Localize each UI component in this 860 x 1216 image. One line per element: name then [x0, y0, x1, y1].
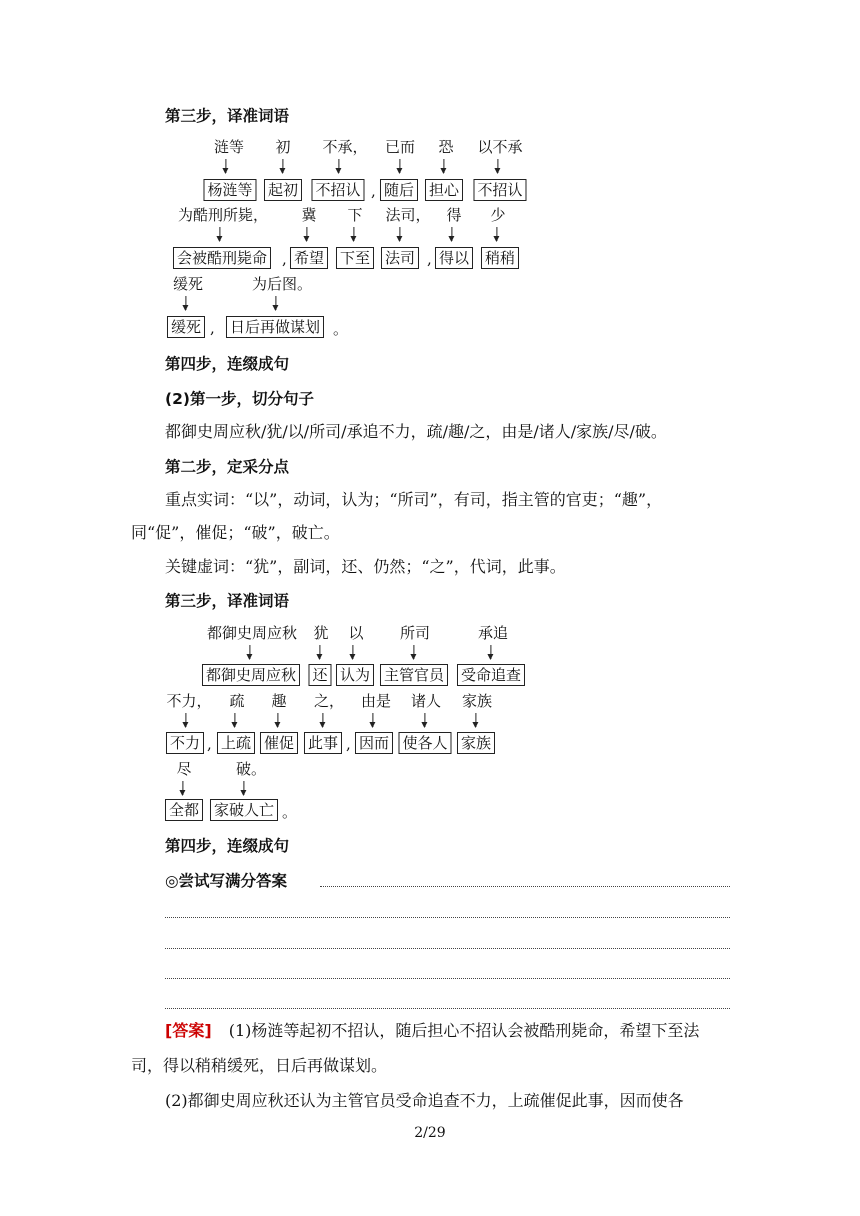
source-word: 所司 [399, 624, 431, 642]
source-word: 破。 [235, 760, 267, 778]
down-arrow-icon [399, 227, 400, 241]
translation-box: 主管官员 [380, 664, 448, 686]
comma: , [346, 735, 351, 753]
source-word: 为酷刑所毙， [177, 206, 269, 224]
translation-box: 会被酷刑毙命 [173, 247, 271, 269]
key-words-line: 同“促”，催促；“破”，破亡。 [131, 523, 340, 542]
translation-box: 认为 [336, 664, 374, 686]
down-arrow-icon [338, 159, 339, 173]
source-word: 不承， [322, 138, 368, 156]
down-arrow-icon [413, 645, 414, 659]
down-arrow-icon [424, 713, 425, 727]
q2-step1-heading: (2)第一步，切分句子 [165, 390, 314, 408]
answer-tag: [答案] [165, 1021, 212, 1040]
translation-box: 家族 [457, 732, 495, 754]
translation-box: 担心 [425, 179, 463, 201]
translation-box: 全都 [165, 799, 203, 821]
source-word: 以不承 [477, 138, 523, 156]
translation-box: 不力 [166, 732, 204, 754]
source-word: 缓死 [172, 275, 204, 293]
function-words-line: 关键虚词：“犹”，副词，还、仍然；“之”，代词，此事。 [165, 557, 566, 576]
source-word: 犹 [313, 624, 329, 642]
translation-box: 得以 [435, 247, 473, 269]
period: 。 [282, 803, 298, 821]
source-word: 不力， [166, 692, 212, 710]
step3-heading: 第三步，译准词语 [165, 592, 290, 610]
down-arrow-icon [497, 159, 498, 173]
down-arrow-icon [451, 227, 452, 241]
down-arrow-icon [496, 227, 497, 241]
down-arrow-icon [275, 296, 276, 310]
source-word: 恐 [438, 138, 454, 156]
step2-heading: 第二步，定采分点 [165, 458, 290, 476]
source-word: 承追 [477, 624, 509, 642]
down-arrow-icon [234, 713, 235, 727]
source-word: 下 [347, 206, 363, 224]
source-word: 涟等 [213, 138, 245, 156]
key-words-line: 重点实词：“以”，动词，认为；“所司”，有司，指主管的官吏；“趣”， [165, 490, 663, 509]
source-word: 法司， [385, 206, 431, 224]
down-arrow-icon [277, 713, 278, 727]
translation-box: 稍稍 [481, 247, 519, 269]
down-arrow-icon [306, 227, 307, 241]
translation-box: 都御史周应秋 [202, 664, 300, 686]
translation-box: 随后 [380, 179, 418, 201]
source-word: 趣 [271, 692, 287, 710]
step4-heading: 第四步，连缀成句 [165, 355, 290, 373]
down-arrow-icon [443, 159, 444, 173]
source-word: 尽 [176, 760, 192, 778]
answer-blank-line [165, 948, 730, 949]
split-sentence: 都御史周应秋/犹/以/所司/承追不力，疏/趣/之，由是/诸人/家族/尽/破。 [165, 422, 667, 441]
down-arrow-icon [319, 645, 320, 659]
source-word: 之， [313, 692, 345, 710]
translation-box: 不招认 [473, 179, 526, 201]
translation-box: 此事 [304, 732, 342, 754]
down-arrow-icon [182, 781, 183, 795]
translation-box: 上疏 [217, 732, 255, 754]
translation-box: 因而 [355, 732, 393, 754]
source-word: 由是 [360, 692, 392, 710]
translation-box: 缓死 [167, 316, 205, 338]
comma: , [427, 250, 432, 268]
answer-blank-line [165, 978, 730, 979]
translation-box: 使各人 [398, 732, 451, 754]
down-arrow-icon [249, 645, 250, 659]
try-answer-heading: ◎尝试写满分答案 [165, 872, 288, 890]
down-arrow-icon [399, 159, 400, 173]
source-word: 家族 [461, 692, 493, 710]
down-arrow-icon [352, 645, 353, 659]
translation-box: 杨涟等 [203, 179, 256, 201]
source-word: 初 [275, 138, 291, 156]
down-arrow-icon [490, 645, 491, 659]
translation-box: 家破人亡 [210, 799, 278, 821]
source-word: 都御史周应秋 [206, 624, 298, 642]
answer-blank-line [165, 917, 730, 918]
source-word: 冀 [301, 206, 317, 224]
translation-box: 催促 [260, 732, 298, 754]
translation-box: 希望 [290, 247, 328, 269]
step4-heading: 第四步，连缀成句 [165, 837, 290, 855]
down-arrow-icon [475, 713, 476, 727]
source-word: 疏 [229, 692, 245, 710]
source-word: 少 [490, 206, 506, 224]
answer-text: (1)杨涟等起初不招认，随后担心不招认会被酷刑毙命，希望下至法 [228, 1021, 700, 1040]
answer-line: (2)都御史周应秋还认为主管官员受命追查不力，上疏催促此事，因而使各 [165, 1091, 684, 1110]
down-arrow-icon [372, 713, 373, 727]
answer-blank-line [320, 886, 730, 887]
translation-box: 受命追查 [457, 664, 525, 686]
source-word: 为后图。 [251, 275, 313, 293]
answer-line [165, 1019, 699, 1043]
down-arrow-icon [185, 713, 186, 727]
answer-blank-line [165, 1008, 730, 1009]
translation-box: 起初 [264, 179, 302, 201]
down-arrow-icon [322, 713, 323, 727]
down-arrow-icon [353, 227, 354, 241]
translation-box: 日后再做谋划 [226, 316, 324, 338]
comma: , [282, 250, 287, 268]
translation-box: 还 [308, 664, 331, 686]
page-number: 2/29 [414, 1125, 446, 1141]
down-arrow-icon [219, 227, 220, 241]
comma: , [371, 182, 376, 200]
down-arrow-icon [282, 159, 283, 173]
down-arrow-icon [225, 159, 226, 173]
comma: , [210, 319, 215, 337]
source-word: 得 [446, 206, 462, 224]
source-word: 已而 [384, 138, 416, 156]
source-word: 诸人 [410, 692, 442, 710]
translation-box: 下至 [336, 247, 374, 269]
translation-box: 法司 [381, 247, 419, 269]
comma: , [207, 735, 212, 753]
down-arrow-icon [185, 296, 186, 310]
source-word: 以 [348, 624, 364, 642]
down-arrow-icon [243, 781, 244, 795]
period: 。 [333, 320, 349, 338]
answer-line: 司，得以稍稍缓死，日后再做谋划。 [131, 1056, 388, 1075]
translation-box: 不招认 [311, 179, 364, 201]
step3-heading: 第三步，译准词语 [165, 107, 290, 125]
